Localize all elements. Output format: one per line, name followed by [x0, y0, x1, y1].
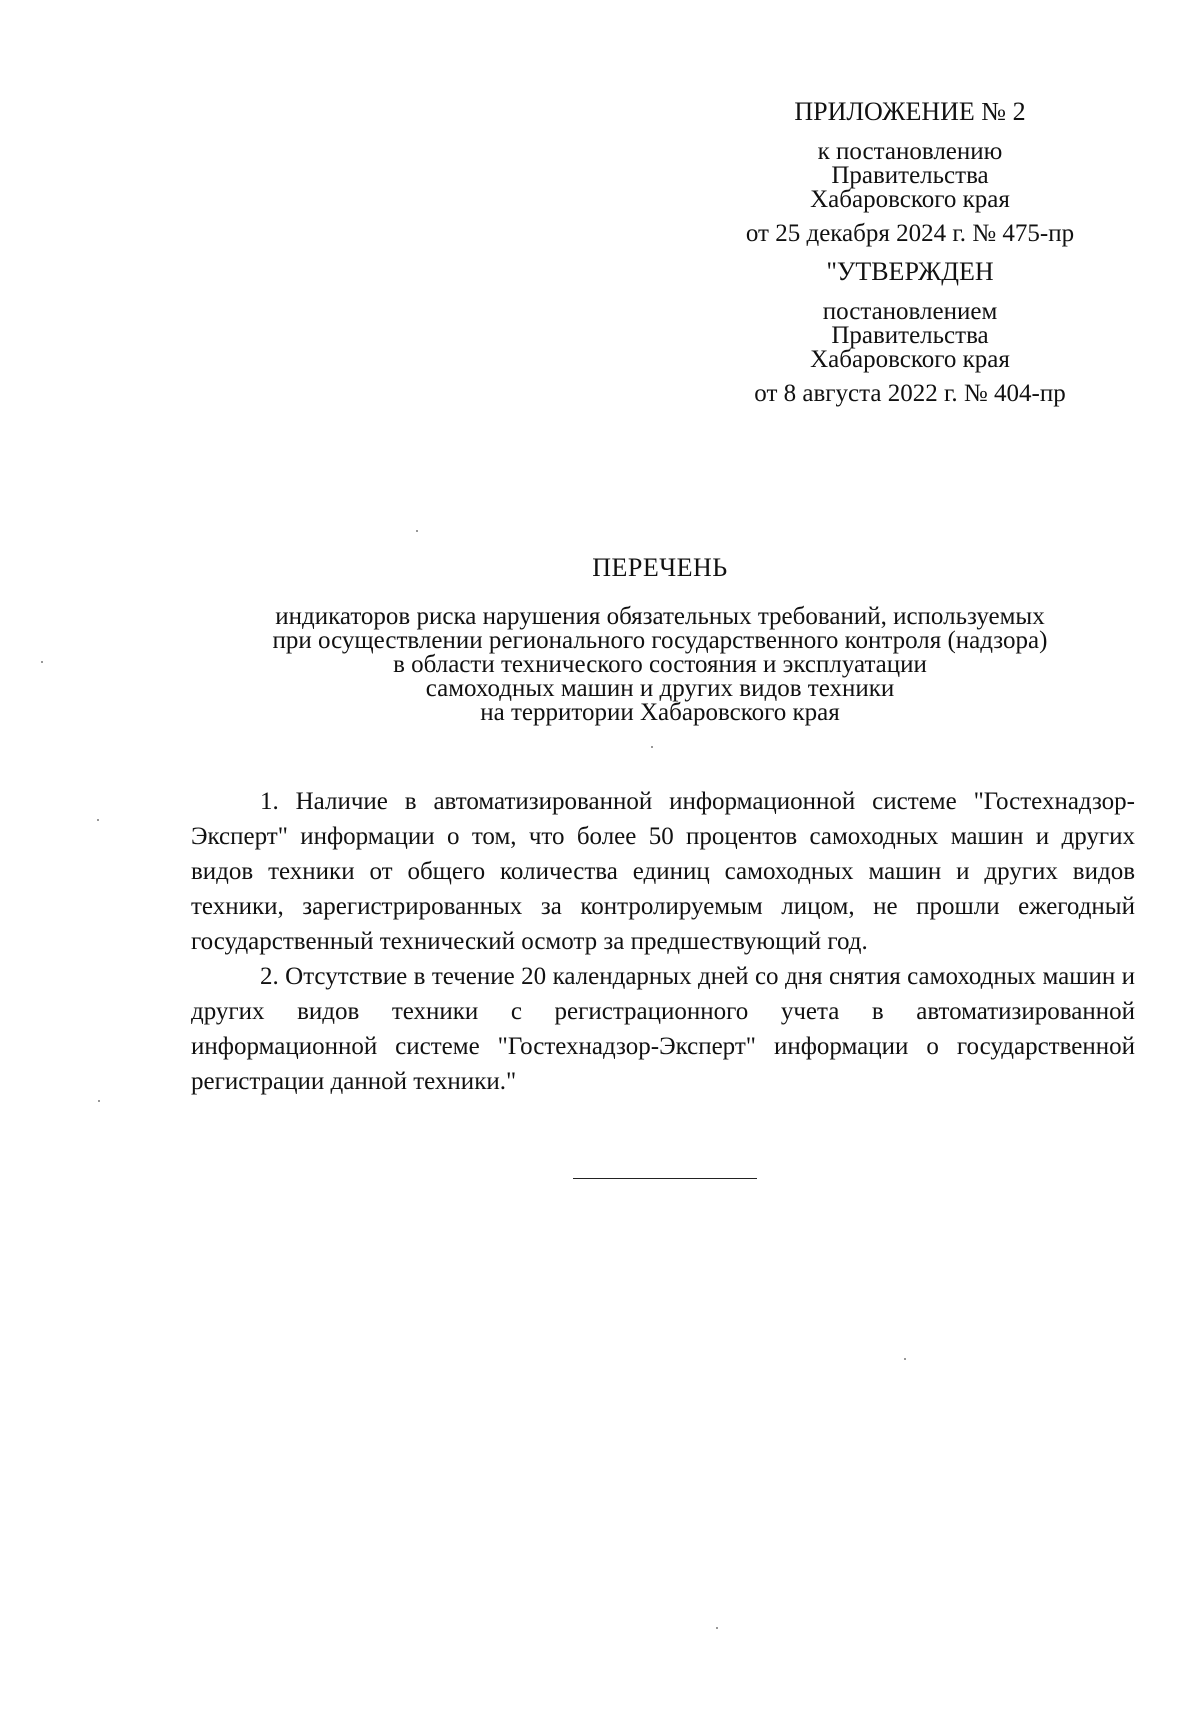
- document-subtitle: [180, 605, 1140, 725]
- indicator-item-2: 2. Отсутствие в течение 20 календарных дней со дня снятия самоходных машин и других видов техники с регистрационного учета в автоматизированной информационной системе "Гостехнадзор-Эксперт" информации о государственной регистрации данной техники.": [191, 963, 1135, 1095]
- indicator-item-1: 1. Наличие в автоматизированной информационной системе "Гостехнадзор-Эксперт" информации о том, что более 50 процентов самоходных машин и других видов техники от общего количества единиц самоходных машин и других видов техники, зарегистрированных за контролируемым лицом, не прошли ежегодный государственный технический осмотр за предшествующий год.: [191, 788, 1135, 955]
- subtitle-line-3: в области технического состояния и эксплуатации: [393, 651, 927, 678]
- resolution-date: от 25 декабря 2024 г. № 475-пр: [745, 220, 1075, 247]
- scan-speck: [97, 819, 99, 821]
- document-header: [700, 97, 1120, 407]
- document-title: ПЕРЕЧЕНЬ: [592, 553, 728, 582]
- approved-by-line-2: Правительства: [831, 322, 989, 349]
- scan-speck: [716, 1627, 718, 1629]
- subtitle-line-4: самоходных машин и других видов техники: [425, 675, 895, 702]
- scan-speck: [651, 746, 653, 748]
- subtitle-line-5: на территории Хабаровского края: [480, 699, 840, 726]
- approved-label: "УТВЕРЖДЕН: [826, 257, 994, 286]
- to-resolution-line-2: Правительства: [831, 162, 989, 189]
- document-body: [191, 784, 1135, 1099]
- scan-speck: [98, 1100, 100, 1102]
- to-resolution-line-1: к постановлению: [817, 138, 1003, 165]
- scan-speck: [41, 661, 43, 663]
- scan-speck: [416, 530, 418, 532]
- end-divider: [573, 1178, 757, 1179]
- to-resolution-line-3: Хабаровского края: [810, 186, 1010, 213]
- title-block: [180, 553, 1140, 725]
- appendix-number: ПРИЛОЖЕНИЕ № 2: [794, 97, 1026, 126]
- scan-speck: [904, 1358, 906, 1360]
- subtitle-line-1: индикаторов риска нарушения обязательных требований, используемых: [275, 603, 1045, 630]
- approved-by-line-1: постановлением: [822, 298, 998, 325]
- approved-by-line-3: Хабаровского края: [810, 346, 1010, 373]
- approved-date: от 8 августа 2022 г. № 404-пр: [754, 380, 1066, 407]
- subtitle-line-2: при осуществлении регионального государственного контроля (надзора): [272, 627, 1048, 654]
